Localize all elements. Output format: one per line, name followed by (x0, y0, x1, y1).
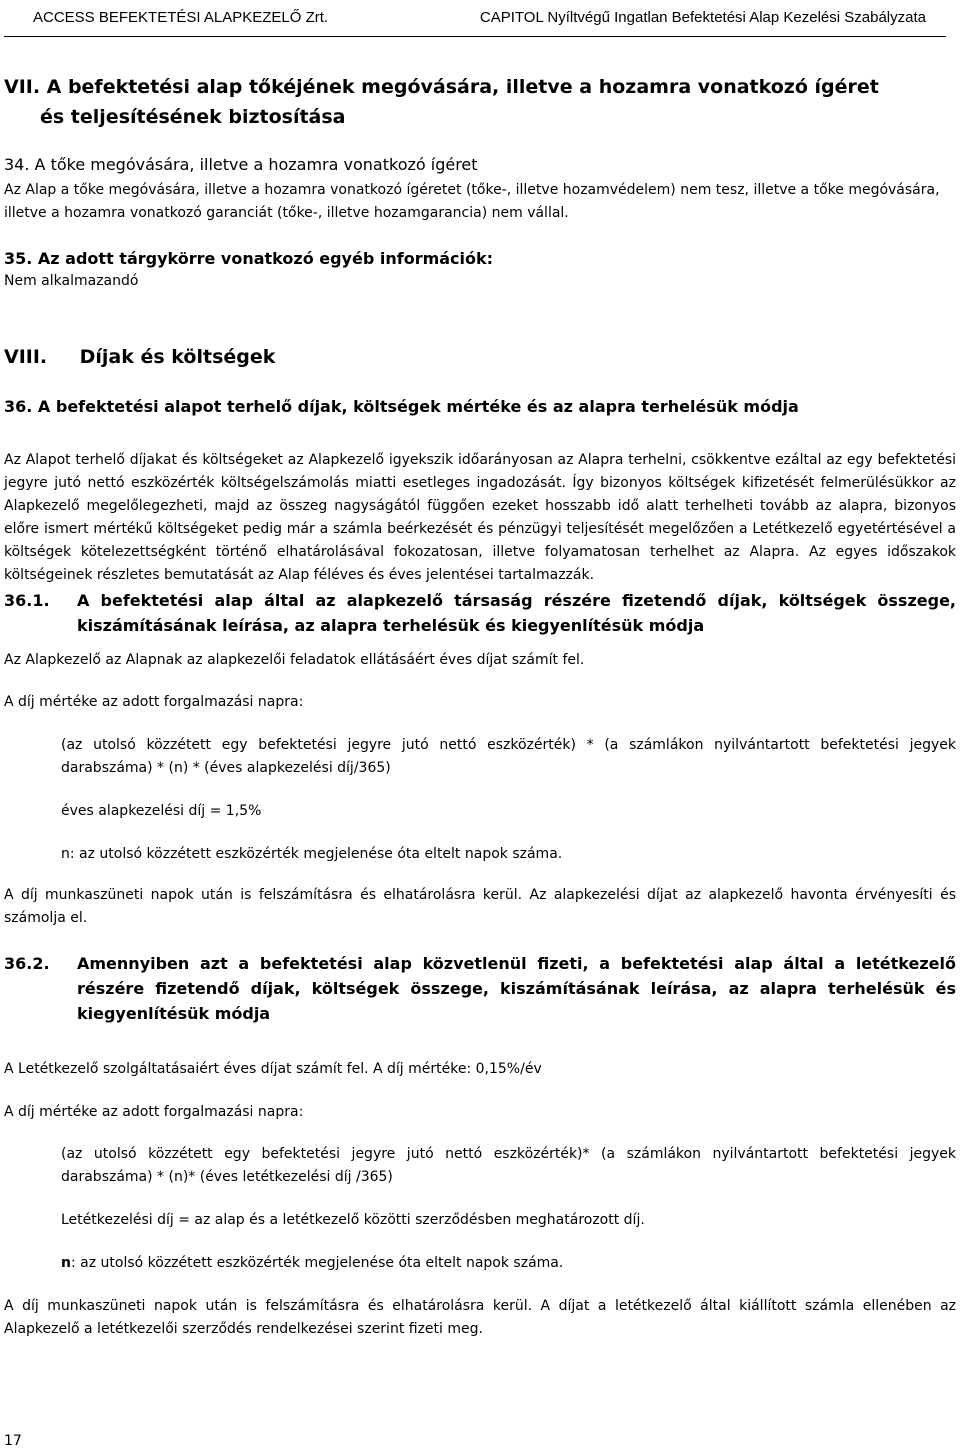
n-definition-text: : az utolsó közzétett eszközérték megjelenése óta eltelt napok száma. (70, 1255, 564, 1271)
section-36-1-p3: A díj munkaszüneti napok után is felszámításra és elhatárolásra kerül. Az alapkezelési díjat az alapkezelő havonta érvényesíti és számolja el. (4, 887, 956, 926)
page-number: 17 (4, 1433, 22, 1449)
section-36-1-rate: éves alapkezelési díj = 1,5% (61, 803, 262, 819)
section-36-1-number: 36.1. (4, 591, 50, 610)
chapter-8-number: VIII. (4, 346, 48, 368)
section-36-2-p1: A Letétkezelő szolgáltatásaiért éves díjat számít fel. A díj mértéke: 0,15%/év (4, 1061, 542, 1077)
section-36-1-title: A befektetési alap által az alapkezelő társaság részére fizetendő díjak, költségek összege, kiszámításának leírása, az alapra terhelésük és kiegyenlítésük módja (77, 591, 956, 635)
page-header (0, 0, 960, 36)
chapter-8-title: Díjak és költségek (79, 346, 276, 368)
section-36-2-number: 36.2. (4, 954, 50, 973)
chapter-8-heading (4, 342, 956, 372)
section-36-1-p1: Az Alapkezelő az Alapnak az alapkezelői feladatok ellátásáért éves díjat számít fel. (4, 652, 585, 668)
n-symbol: n (61, 1255, 71, 1271)
chapter-7-title-line1: A befektetési alap tőkéjének megóvására, illetve a hozamra vonatkozó ígéret (46, 76, 879, 98)
header-company: ACCESS BEFEKTETÉSI ALAPKEZELŐ Zrt. (33, 9, 329, 26)
section-36-1-heading (4, 588, 956, 638)
section-36-2-heading (4, 951, 956, 1026)
chapter-7-title-line2: és teljesítésének biztosítása (40, 106, 346, 128)
section-34-text: Az Alap a tőke megóvására, illetve a hozamra vonatkozó ígéretet (tőke-, illetve hozamvédelem) nem tesz, illetve a tőke megóvására, illetve a hozamra vonatkozó garanciát (tőke-, illetve hozamgarancia) nem vállal. (4, 182, 940, 221)
chapter-7-heading (4, 72, 956, 102)
section-36-heading: 36. A befektetési alapot terhelő díjak, költségek mértéke és az alapra terhelésük módja (4, 397, 799, 416)
section-36-text: Az Alapot terhelő díjakat és költségeket az Alapkezelő igyekszik időarányosan az Alapra terhelni, csökkentve ezáltal az egy befektetési jegyre jutó nettó eszközérték költségelszámolás miatti esetleges ingadozását. Így bizonyos költségek kifizetését felmerülésükkor az Alapkezelő megelőlegezheti, majd az összeg nagyságától függően ezeket hosszabb idő alatt terhelheti tovább az alapra, bizonyos előre ismert mértékű költségeket pedig már a számla beérkezését és pénzügyi teljesítését megelőzően a Letétkezelő egyetértésével a költségek kötelezettségként történő elhatárolásával fokozatosan, illetve folyamatosan terhelhet az Alapra. Az egyes időszakok költségeinek részletes bemutatását az Alap féléves és éves jelentései tartalmazzák. (4, 452, 956, 583)
section-36-2-p3: A díj munkaszüneti napok után is felszámításra és elhatárolásra kerül. A díjat a letétkezelő által kiállított számla ellenében az Alapkezelő a letétkezelői szerződés rendelkezései szerint fizeti meg. (4, 1298, 956, 1337)
chapter-7-number: VII. (4, 76, 41, 98)
section-35-heading: 35. Az adott tárgykörre vonatkozó egyéb információk: (4, 249, 494, 268)
section-36-2-title: Amennyiben azt a befektetési alap közvetlenül fizeti, a befektetési alap által a letétkezelő részére fizetendő díjak, költségek összege, kiszámításának leírása, az alapra terhelésük és kiegyenlítésük módja (77, 954, 956, 1023)
section-36-2-rate: Letétkezelési díj = az alap és a letétkezelő közötti szerződésben meghatározott díj. (61, 1212, 645, 1228)
header-document-title: CAPITOL Nyíltvégű Ingatlan Befektetési Alap Kezelési Szabályzata (479, 9, 926, 26)
section-36-1-n-definition: n: az utolsó közzétett eszközérték megjelenése óta eltelt napok száma. (61, 846, 563, 862)
section-36-1-formula: (az utolsó közzétett egy befektetési jegyre jutó nettó eszközérték) * (a számlákon nyilvántartott befektetési jegyek darabszáma) * (n) * (éves alapkezelési díj/365) (61, 737, 956, 776)
section-35-text: Nem alkalmazandó (4, 273, 139, 289)
section-36-1-p2: A díj mértéke az adott forgalmazási napra: (4, 694, 304, 710)
header-divider (4, 36, 946, 37)
section-34-heading: 34. A tőke megóvására, illetve a hozamra vonatkozó ígéret (4, 155, 478, 174)
section-36-2-n-definition (61, 1252, 956, 1275)
section-36-2-p2: A díj mértéke az adott forgalmazási napra: (4, 1104, 304, 1120)
section-36-2-formula: (az utolsó közzétett egy befektetési jegyre jutó nettó eszközérték)* (a számlákon nyilvántartott befektetési jegyek darabszáma) * (n)* (éves letétkezelési díj /365) (61, 1146, 956, 1185)
